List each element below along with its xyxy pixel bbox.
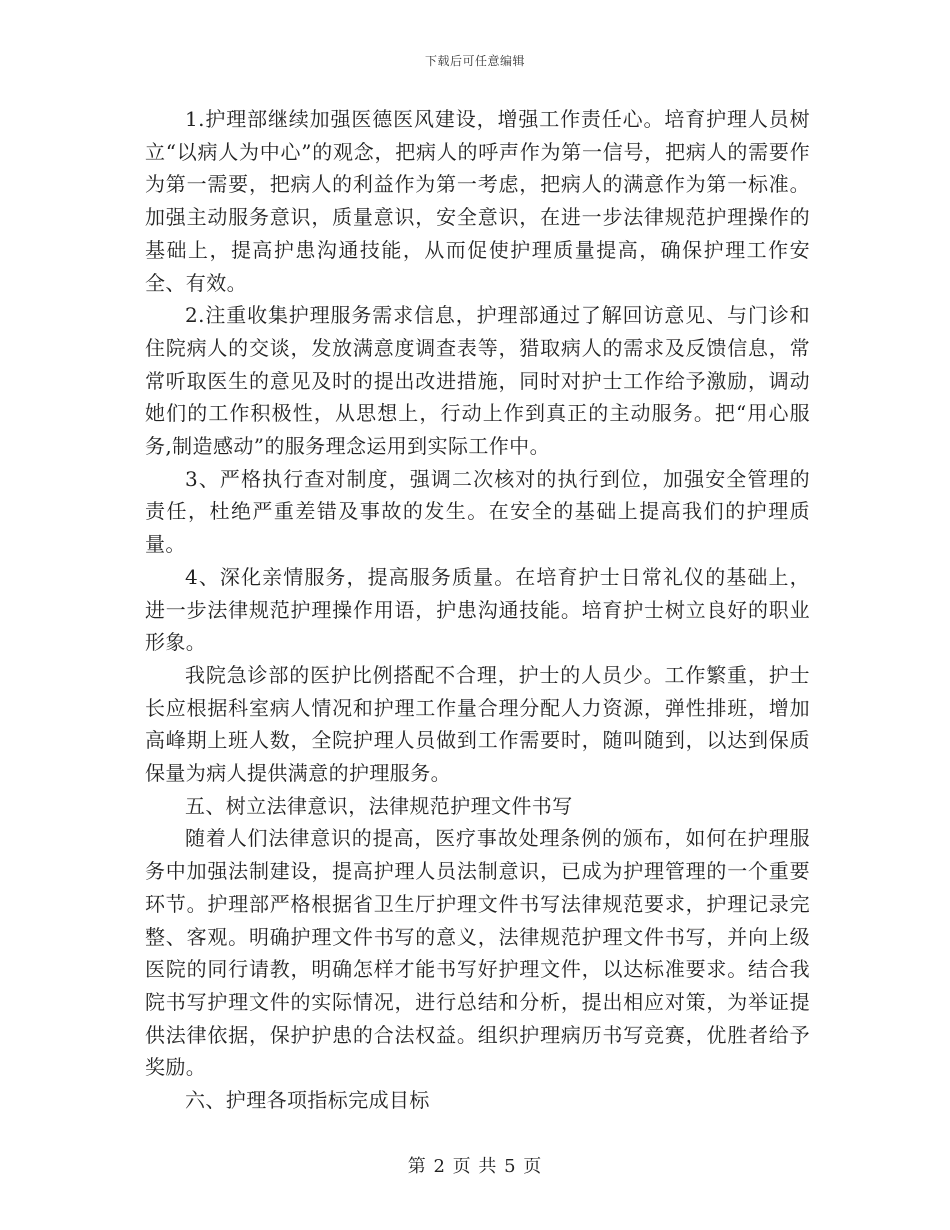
document-body <box>145 103 810 1117</box>
paragraph-5: 我院急诊部的医护比例搭配不合理，护士的人员少。工作繁重，护士长应根据科室病人情况和护理工作量合理分配人力资源，弹性排班，增加高峰期上班人数，全院护理人员做到工作需要时，随叫随到，以达到保质保量为病人提供满意的护理服务。 <box>145 662 810 786</box>
page-number: 第 2 页 共 5 页 <box>407 1156 543 1177</box>
paragraph-1: 1.护理部继续加强医德医风建设，增强工作责任心。培育护理人员树立“以病人为中心”的观念，把病人的呼声作为第一信号，把病人的需要作为第一需要，把病人的利益作为第一考虑，把病人的满意作为第一标准。加强主动服务意识，质量意识，安全意识，在进一步法律规范护理操作的基础上，提高护患沟通技能，从而促使护理质量提高，确保护理工作安全、有效。 <box>145 107 810 295</box>
page-header: 下载后可任意编辑 <box>424 54 525 68</box>
section-heading-6: 六、护理各项指标完成目标 <box>185 1088 430 1113</box>
paragraph-2: 2.注重收集护理服务需求信息，护理部通过了解回访意见、与门诊和住院病人的交谈，发放满意度调查表等，猎取病人的需求及反馈信息，常常听取医生的意见及时的提出改进措施，同时对护士工作给予激励，调动她们的工作积极性，从思想上，行动上作到真正的主动服务。把“用心服务,制造感动”的服务理念运用到实际工作中。 <box>145 303 810 459</box>
paragraph-4: 4、深化亲情服务，提高服务质量。在培育护士日常礼仪的基础上，进一步法律规范护理操作用语，护患沟通技能。培育护士树立良好的职业形象。 <box>145 564 810 655</box>
paragraph-3: 3、严格执行查对制度，强调二次核对的执行到位，加强安全管理的责任，杜绝严重差错及事故的发生。在安全的基础上提高我们的护理质量。 <box>145 466 810 557</box>
paragraph-6: 随着人们法律意识的提高，医疗事故处理条例的颁布，如何在护理服务中加强法制建设，提高护理人员法制意识，已成为护理管理的一个重要环节。护理部严格根据省卫生厅护理文件书写法律规范要求，护理记录完整、客观。明确护理文件书写的意义，法律规范护理文件书写，并向上级医院的同行请教，明确怎样才能书写好护理文件，以达标准要求。结合我院书写护理文件的实际情况，进行总结和分析，提出相应对策，为举证提供法律依据，保护护患的合法权益。组织护理病历书写竞赛，优胜者给予奖励。 <box>145 826 810 1080</box>
section-heading-5: 五、树立法律意识，法律规范护理文件书写 <box>185 793 573 818</box>
